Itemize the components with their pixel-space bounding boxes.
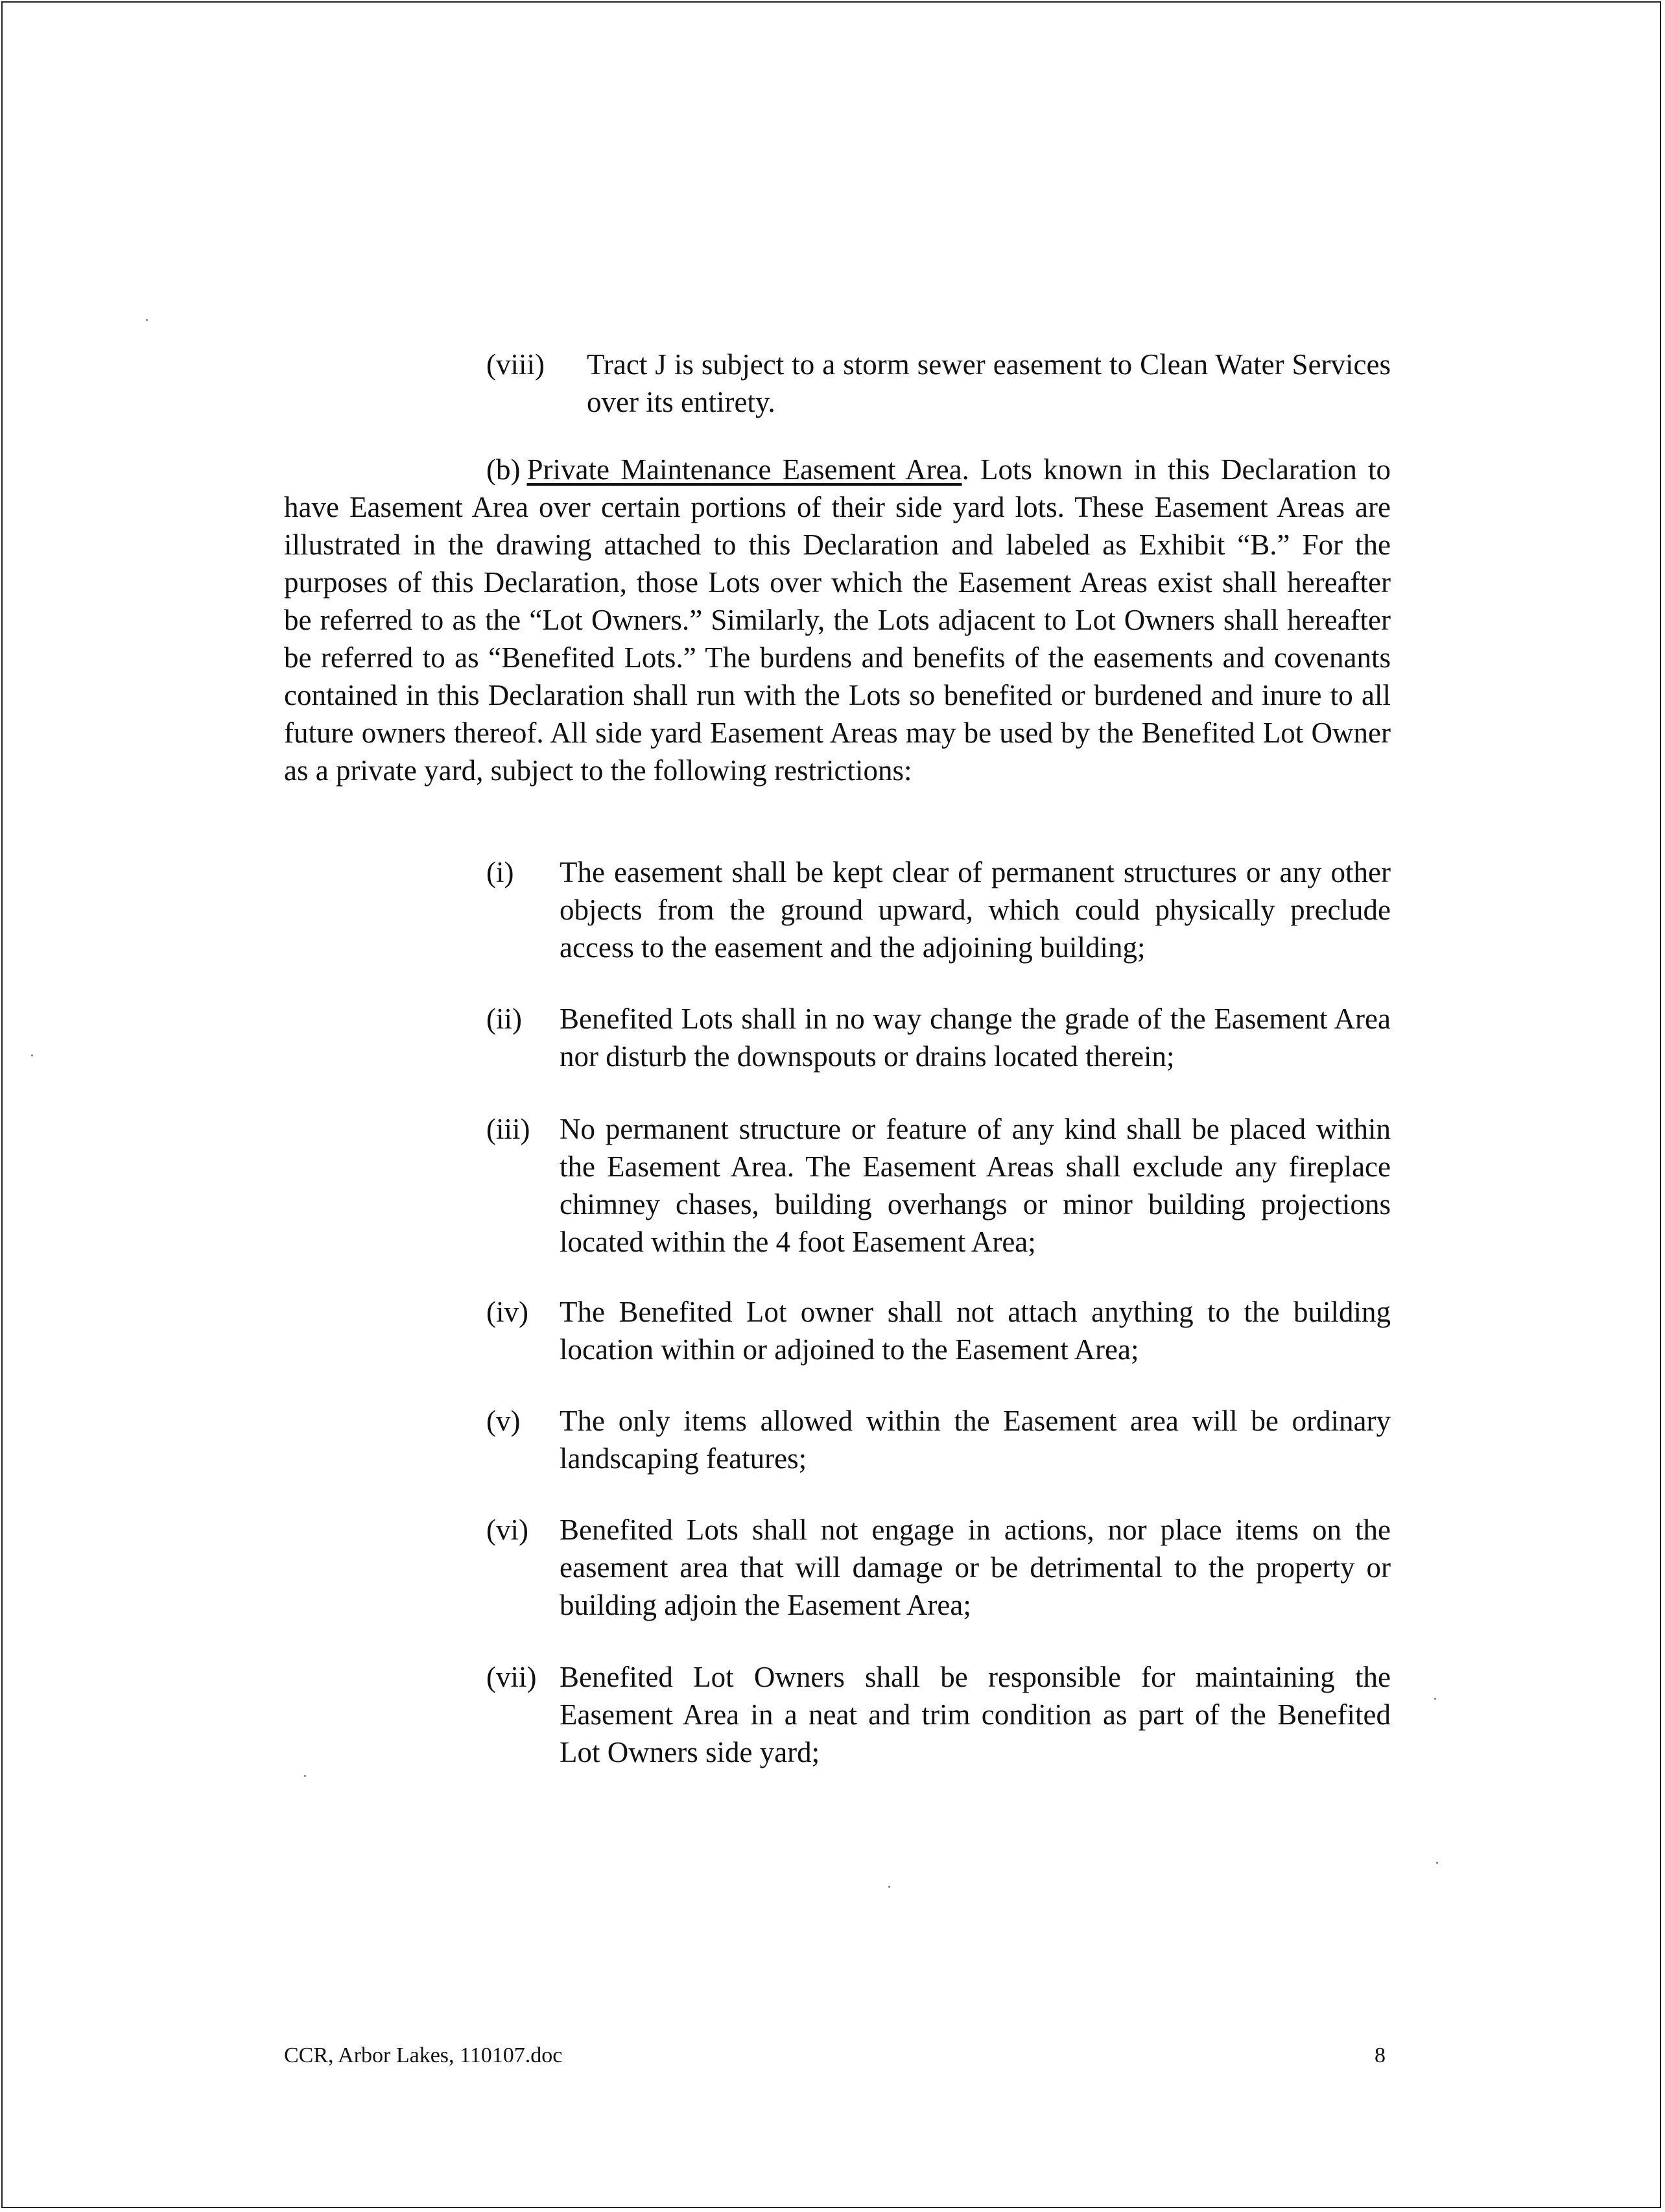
item-number: (viii): [486, 348, 545, 381]
scan-speck: [146, 319, 148, 321]
list-item-vi: [486, 1511, 1391, 1624]
list-item-iii: [486, 1110, 1391, 1261]
item-text: Benefited Lots shall in no way change the grade of the Easement Area nor disturb the downspouts or drains located therein;: [560, 1003, 1391, 1073]
item-number: (i): [486, 856, 514, 888]
item-text: Benefited Lots shall not engage in actions, nor place items on the easement area that will damage or be detrimental to the property or building adjoin the Easement Area;: [560, 1514, 1391, 1621]
item-text: No permanent structure or feature of any kind shall be placed within the Easement Area. The Easement Areas shall exclude any fireplace chimney chases, building overhangs or minor building projections located within the 4 foot Easement Area;: [560, 1113, 1391, 1258]
item-number: (ii): [486, 1003, 522, 1035]
item-text: The only items allowed within the Easement area will be ordinary landscaping features;: [560, 1405, 1391, 1475]
item-number: (iii): [486, 1113, 530, 1145]
list-item-iv: [486, 1293, 1391, 1368]
list-item-ii: [486, 1000, 1391, 1075]
item-text: The Benefited Lot owner shall not attach anything to the building location within or adjoined to the Easement Area;: [560, 1296, 1391, 1366]
item-number: (vii): [486, 1661, 537, 1693]
paragraph-b: [284, 451, 1391, 789]
paragraph-b-label: (b): [486, 453, 521, 486]
paragraph-b-heading-suffix: .: [962, 453, 969, 486]
item-text: The easement shall be kept clear of permanent structures or any other objects from the ground upward, which could physically preclude access to the easement and the adjoining building;: [560, 856, 1391, 964]
page-border: [1, 1, 1661, 2208]
page-number: 8: [1375, 2043, 1386, 2067]
scan-speck: [1434, 1698, 1436, 1700]
scan-speck: [304, 1775, 306, 1777]
list-item-vii: [486, 1658, 1391, 1771]
paragraph-b-text: Lots known in this Declaration to have Easement Area over certain portions of their side yard lots. These Easement Areas are illustrated in the drawing attached to this Declaration and labeled as Exhibit “B.” For the purposes of this Declaration, those Lots over which the Easement Areas exist shall hereafter be referred to as the “Lot Owners.” Similarly, the Lots adjacent to Lot Owners shall hereafter be referred to as “Benefited Lots.” The burdens and benefits of the easements and covenants contained in this Declaration shall run with the Lots so benefited or burdened and inure to all future owners thereof. All side yard Easement Areas may be used by the Benefited Lot Owner as a private yard, subject to the following restrictions:: [284, 453, 1391, 787]
list-item-i: [486, 853, 1391, 966]
item-number: (vi): [486, 1514, 528, 1546]
item-number: (iv): [486, 1296, 528, 1328]
item-text: Tract J is subject to a storm sewer easement to Clean Water Services over its entirety.: [587, 348, 1391, 418]
scan-speck: [31, 1054, 33, 1056]
footer-filename: CCR, Arbor Lakes, 110107.doc: [284, 2043, 563, 2067]
list-item-v: [486, 1402, 1391, 1477]
item-text: Benefited Lot Owners shall be responsible for maintaining the Easement Area in a neat and trim condition as part of the Benefited Lot Owners side yard;: [560, 1661, 1391, 1768]
scan-speck: [888, 1886, 890, 1888]
scan-speck: [1436, 1862, 1438, 1864]
paragraph-b-heading: Private Maintenance Easement Area: [526, 453, 962, 486]
item-number: (v): [486, 1405, 521, 1437]
list-item-viii: [486, 346, 1391, 421]
